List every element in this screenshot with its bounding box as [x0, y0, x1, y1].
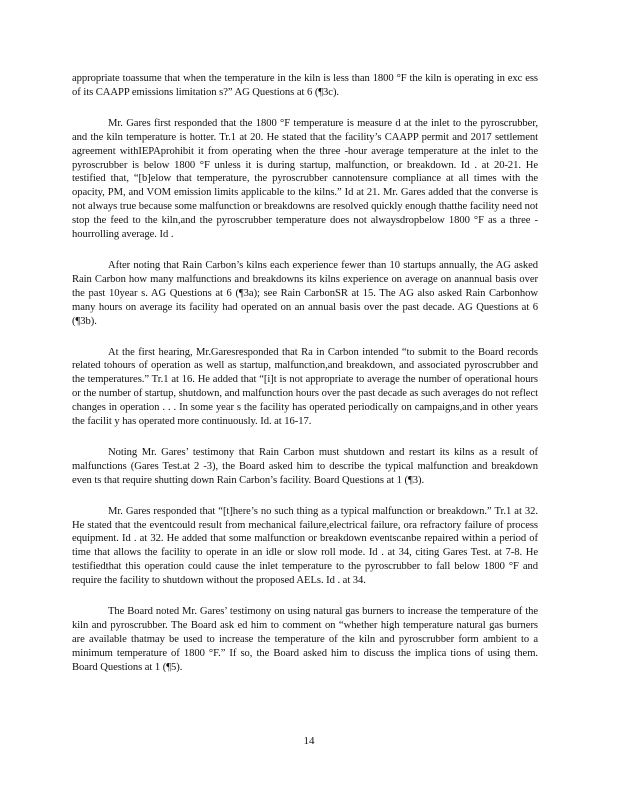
- paragraph-gares-first-response: Mr. Gares first responded that the 1800 °F temperature is measure d at the inlet to the pyroscrubber, and the kiln temperature is hotter. Tr.1 at 20. He stated that the facility’s CAAPP permit and 2017 settlement agreement withIEPAprohibit it from operating when the three -hour average temperature at the inlet to the pyroscrubber is below 1800 °F unless it is during startup, malfunction, or breakdown. Id . at 20-21. He testified that, “[b]elow that temperature, the pyroscrubber cannotensure compliance at all times with the opacity, PM, and VOM emission limits applicable to the kilns.” Id at 21. Mr. Gares added that the converse is not always true because some malfunction or breakdowns are resolved quickly enough thatthe facility need not stop the feed to the kiln,and the pyroscrubber temperature does not alwaysdropbelow 1800 °F as a three -hourrolling average. Id .: [72, 117, 538, 241]
- paragraph-continued: appropriate toassume that when the temperature in the kiln is less than 1800 °F the kiln is operating in exc ess of its CAAPP emissions limitation s?” AG Questions at 6 (¶3c).: [72, 73, 538, 98]
- paragraph-shutdown-restart: Noting Mr. Gares’ testimony that Rain Carbon must shutdown and restart its kilns as a result of malfunctions (Gares Test.at 2 -3), the Board asked him to describe the typical malfunction and breakdown even ts that require shutting down Rain Carbon’s facility. Board Questions at 1 (¶3).: [72, 446, 538, 486]
- paragraph-startups: After noting that Rain Carbon’s kilns each experience fewer than 10 startups annually, the AG asked Rain Carbon how many malfunctions and breakdowns its kilns experience on average on anannual basis over the past 10year s. AG Questions at 6 (¶3a); see Rain CarbonSR at 15. The AG also asked Rain Carbonhow many hours on average its facility had operated on an annual basis over the past decade. AG Questions at 6 (¶3b).: [72, 259, 538, 327]
- paragraph-first-hearing: At the first hearing, Mr.Garesresponded that Ra in Carbon intended “to submit to the Board records related tohours of operation as well as startup, malfunction,and breakdown, and associated pyroscrubber and the temperatures.” Tr.1 at 16. He added that “[i]t is not appropriate to average the number of operational hours or the number of startup, shutdown, and malfunction hours over the past decade as such averages do not reflect changes in operation . . . In some year s the facility has operated periodically on campaigns,and in other years the facilit y has operated more continuously. Id. at 16-17.: [72, 346, 538, 428]
- paragraph-typical-malfunction: Mr. Gares responded that “[t]here’s no such thing as a typical malfunction or breakdown.” Tr.1 at 32. He stated that the eventcould result from mechanical failure,electrical failure, ora refractory failure of process equipment. Id . at 32. He added that some malfunction or breakdown eventscanbe repaired within a period of time that allows the facility to operate in an idle or slow roll mode. Id . at 34, citing Gares Test. at 7-8. He testifiedthat this operation could cause the inlet temperature to the pyroscrubber to fall below 1800 °F and require the facility to shutdown without the proposed AELs. Id . at 34.: [72, 505, 538, 587]
- page-number: 14: [303, 735, 315, 747]
- body-text: [72, 72, 538, 692]
- paragraph-natural-gas-burners: The Board noted Mr. Gares’ testimony on using natural gas burners to increase the temperature of the kiln and pyroscrubber. The Board ask ed him to comment on “whether high temperature natural gas burners are available thatmay be used to increase the temperature of the kiln and pyroscrubber form ambient to a minimum temperature of 1800 °F.” If so, the Board asked him to discuss the implica tions of using them. Board Questions at 1 (¶5).: [72, 606, 538, 673]
